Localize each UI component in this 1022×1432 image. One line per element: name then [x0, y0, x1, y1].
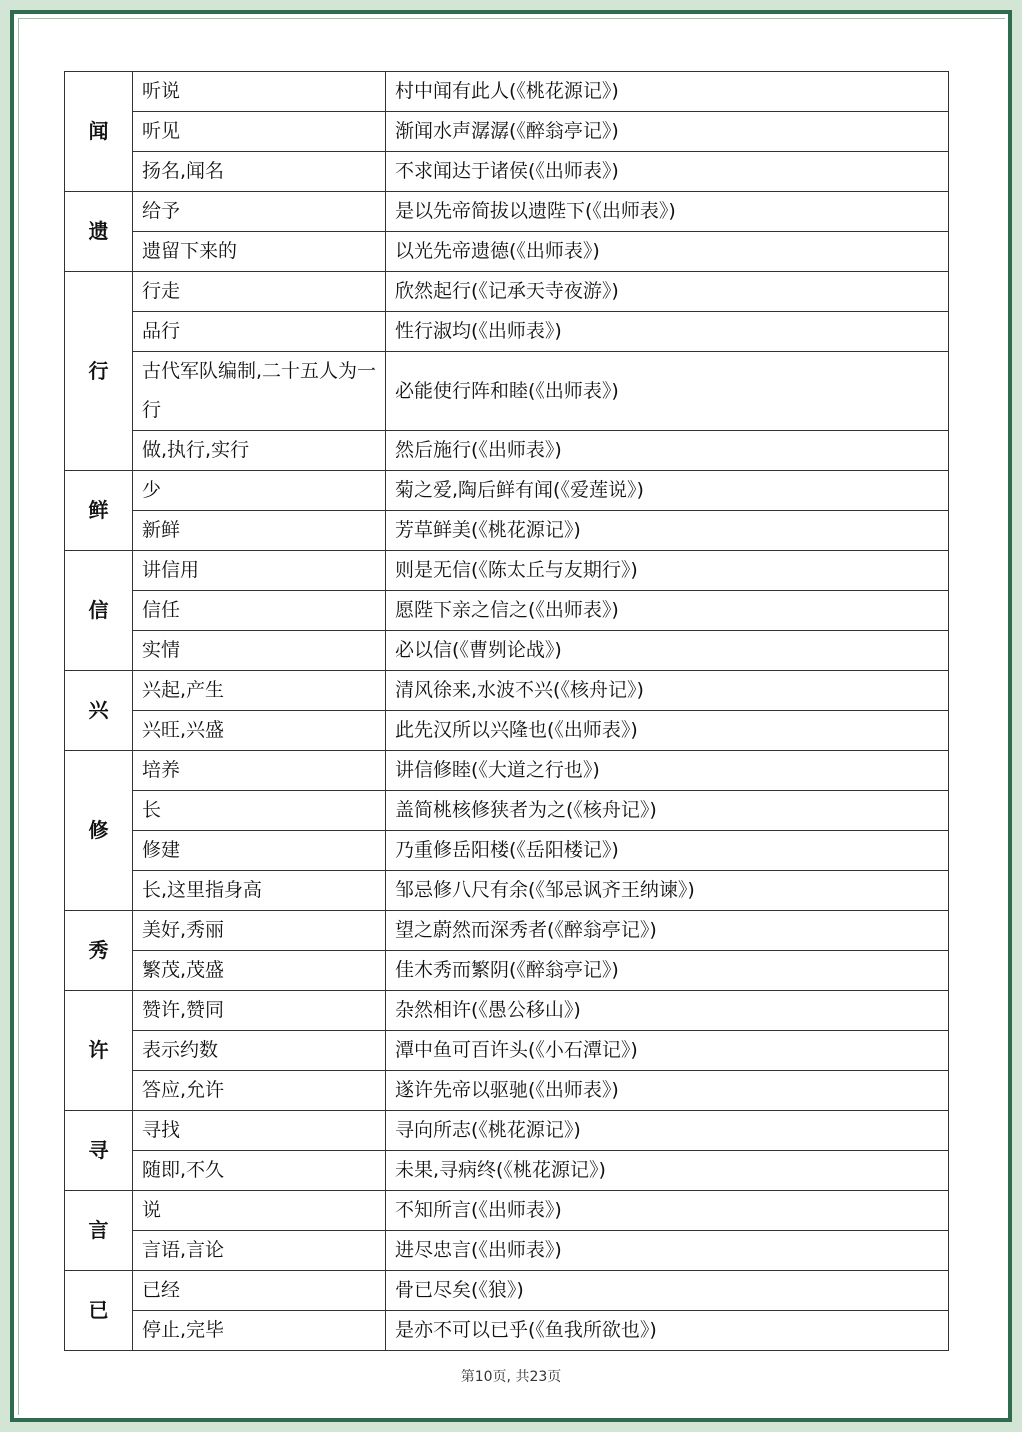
headword-cell: 信	[65, 551, 133, 671]
headword-cell: 许	[65, 991, 133, 1111]
example-cell: 则是无信(《陈太丘与友期行》)	[386, 551, 949, 591]
vocabulary-table-body	[65, 72, 949, 1351]
meaning-cell: 少	[133, 471, 386, 511]
meaning-cell: 修建	[133, 831, 386, 871]
table-row	[65, 312, 949, 352]
example-cell: 菊之爱,陶后鲜有闻(《爱莲说》)	[386, 471, 949, 511]
headword-cell: 遗	[65, 192, 133, 272]
meaning-cell: 实情	[133, 631, 386, 671]
example-cell: 讲信修睦(《大道之行也》)	[386, 751, 949, 791]
table-row	[65, 671, 949, 711]
table-row	[65, 551, 949, 591]
example-cell: 性行淑均(《出师表》)	[386, 312, 949, 352]
example-cell: 以光先帝遗德(《出师表》)	[386, 232, 949, 272]
meaning-cell: 信任	[133, 591, 386, 631]
meaning-cell: 听见	[133, 112, 386, 152]
table-row	[65, 911, 949, 951]
meaning-cell: 行走	[133, 272, 386, 312]
table-row	[65, 272, 949, 312]
page-number: 第10页, 共23页	[460, 1369, 562, 1385]
table-row	[65, 152, 949, 192]
table-row	[65, 1071, 949, 1111]
headword-cell: 修	[65, 751, 133, 911]
example-cell: 进尽忠言(《出师表》)	[386, 1231, 949, 1271]
meaning-cell: 已经	[133, 1271, 386, 1311]
table-row	[65, 232, 949, 272]
example-cell: 佳木秀而繁阴(《醉翁亭记》)	[386, 951, 949, 991]
table-row	[65, 352, 949, 431]
example-cell: 不求闻达于诸侯(《出师表》)	[386, 152, 949, 192]
meaning-cell: 新鲜	[133, 511, 386, 551]
example-cell: 骨已尽矣(《狼》)	[386, 1271, 949, 1311]
example-cell: 渐闻水声潺潺(《醉翁亭记》)	[386, 112, 949, 152]
table-row	[65, 511, 949, 551]
example-cell: 然后施行(《出师表》)	[386, 431, 949, 471]
example-cell: 清风徐来,水波不兴(《核舟记》)	[386, 671, 949, 711]
vocabulary-table	[64, 71, 949, 1351]
headword-cell: 闻	[65, 72, 133, 192]
table-row	[65, 991, 949, 1031]
meaning-cell: 扬名,闻名	[133, 152, 386, 192]
example-cell: 村中闻有此人(《桃花源记》)	[386, 72, 949, 112]
meaning-cell: 品行	[133, 312, 386, 352]
meaning-cell: 随即,不久	[133, 1151, 386, 1191]
example-cell: 乃重修岳阳楼(《岳阳楼记》)	[386, 831, 949, 871]
table-row	[65, 471, 949, 511]
meaning-cell: 寻找	[133, 1111, 386, 1151]
meaning-cell: 说	[133, 1191, 386, 1231]
meaning-cell: 美好,秀丽	[133, 911, 386, 951]
headword-cell: 鲜	[65, 471, 133, 551]
table-row	[65, 791, 949, 831]
table-row	[65, 1111, 949, 1151]
meaning-cell: 培养	[133, 751, 386, 791]
meaning-cell: 繁茂,茂盛	[133, 951, 386, 991]
example-cell: 是以先帝简拔以遗陛下(《出师表》)	[386, 192, 949, 232]
example-cell: 杂然相许(《愚公移山》)	[386, 991, 949, 1031]
example-cell: 是亦不可以已乎(《鱼我所欲也》)	[386, 1311, 949, 1351]
meaning-cell: 言语,言论	[133, 1231, 386, 1271]
example-cell: 邹忌修八尺有余(《邹忌讽齐王纳谏》)	[386, 871, 949, 911]
meaning-cell: 兴起,产生	[133, 671, 386, 711]
table-row	[65, 1231, 949, 1271]
example-cell: 不知所言(《出师表》)	[386, 1191, 949, 1231]
headword-cell: 言	[65, 1191, 133, 1271]
meaning-cell: 遗留下来的	[133, 232, 386, 272]
table-row	[65, 112, 949, 152]
example-cell: 潭中鱼可百许头(《小石潭记》)	[386, 1031, 949, 1071]
meaning-cell: 表示约数	[133, 1031, 386, 1071]
headword-cell: 寻	[65, 1111, 133, 1191]
example-cell: 此先汉所以兴隆也(《出师表》)	[386, 711, 949, 751]
table-row	[65, 1151, 949, 1191]
table-row	[65, 1271, 949, 1311]
meaning-cell: 长,这里指身高	[133, 871, 386, 911]
headword-cell: 兴	[65, 671, 133, 751]
table-row	[65, 751, 949, 791]
table-row	[65, 711, 949, 751]
meaning-cell: 古代军队编制,二十五人为一行	[133, 352, 386, 431]
headword-cell: 秀	[65, 911, 133, 991]
example-cell: 芳草鲜美(《桃花源记》)	[386, 511, 949, 551]
meaning-cell: 讲信用	[133, 551, 386, 591]
example-cell: 盖简桃核修狭者为之(《核舟记》)	[386, 791, 949, 831]
headword-cell: 行	[65, 272, 133, 471]
table-row	[65, 951, 949, 991]
example-cell: 欣然起行(《记承天寺夜游》)	[386, 272, 949, 312]
example-cell: 望之蔚然而深秀者(《醉翁亭记》)	[386, 911, 949, 951]
table-row	[65, 72, 949, 112]
meaning-cell: 答应,允许	[133, 1071, 386, 1111]
table-row	[65, 431, 949, 471]
meaning-cell: 听说	[133, 72, 386, 112]
meaning-cell: 赞许,赞同	[133, 991, 386, 1031]
meaning-cell: 停止,完毕	[133, 1311, 386, 1351]
table-row	[65, 192, 949, 232]
meaning-cell: 兴旺,兴盛	[133, 711, 386, 751]
example-cell: 未果,寻病终(《桃花源记》)	[386, 1151, 949, 1191]
example-cell: 必能使行阵和睦(《出师表》)	[386, 352, 949, 431]
table-row	[65, 1191, 949, 1231]
example-cell: 寻向所志(《桃花源记》)	[386, 1111, 949, 1151]
example-cell: 遂许先帝以驱驰(《出师表》)	[386, 1071, 949, 1111]
table-row	[65, 831, 949, 871]
example-cell: 必以信(《曹刿论战》)	[386, 631, 949, 671]
table-row	[65, 591, 949, 631]
table-row	[65, 871, 949, 911]
headword-cell: 已	[65, 1271, 133, 1351]
meaning-cell: 长	[133, 791, 386, 831]
table-row	[65, 1031, 949, 1071]
table-row	[65, 631, 949, 671]
meaning-cell: 给予	[133, 192, 386, 232]
table-row	[65, 1311, 949, 1351]
meaning-cell: 做,执行,实行	[133, 431, 386, 471]
example-cell: 愿陛下亲之信之(《出师表》)	[386, 591, 949, 631]
